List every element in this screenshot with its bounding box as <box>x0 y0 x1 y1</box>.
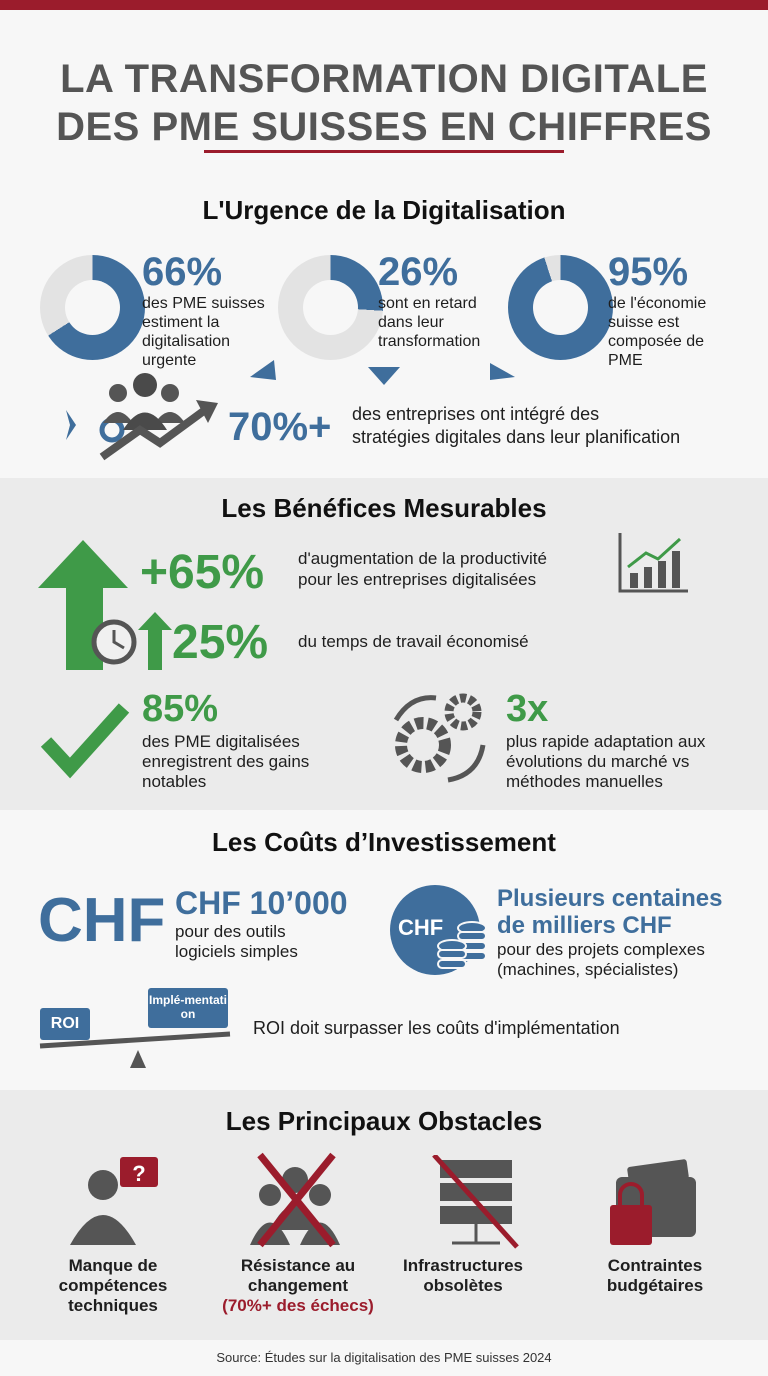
speed-text: plus rapide adaptation aux évolutions du marché vs méthodes manuelles <box>506 732 706 791</box>
stat-value: 95% <box>608 250 689 294</box>
stat-text: de l'économie suisse est composée de PME <box>608 295 707 369</box>
gears-icon <box>388 690 493 785</box>
stat-text: des PME suisses estiment la digitalisation urgente <box>142 295 265 369</box>
time-text: du temps de travail économisé <box>298 632 529 651</box>
costs-heading: Les Coûts d’Investissement <box>212 827 556 857</box>
obstacles-heading: Les Principaux Obstacles <box>225 1106 543 1136</box>
benefits-heading: Les Bénéfices Mesurables <box>221 493 547 523</box>
title-underline <box>204 150 564 153</box>
wallet-lock-icon <box>608 1155 703 1250</box>
roi-text: ROI doit surpasser les coûts d'implémentation <box>253 1018 620 1038</box>
chf-icon: CHF <box>38 886 166 955</box>
complex-cost-text: pour des projets complexes (machines, spécialistes) <box>497 940 705 979</box>
title-line-1: LA TRANSFORMATION DIGITALE <box>60 57 708 101</box>
page-title <box>0 55 768 151</box>
obstacle-label: Manque de compétences techniques <box>58 1256 168 1315</box>
roi-block: ROI <box>40 1008 90 1040</box>
obstacle-label-text: Résistance au changement <box>240 1256 356 1295</box>
donut-chart-26 <box>278 255 383 360</box>
title-line-2: DES PME SUISSES EN CHIFFRES <box>56 105 712 149</box>
obstacle-label: Infrastructures obsolètes <box>403 1256 523 1295</box>
stat-value: 66% <box>142 250 223 294</box>
coin-label: CHF <box>398 915 444 940</box>
urgency-heading: L'Urgence de la Digitalisation <box>202 195 566 225</box>
stat-value: 26% <box>378 250 459 294</box>
svg-text:?: ? <box>132 1161 146 1186</box>
server-crossed-icon <box>432 1155 522 1250</box>
complex-cost-value: Plusieurs centaines de milliers CHF <box>497 885 723 939</box>
highlight-text <box>352 403 680 449</box>
speed-value: 3x <box>506 688 549 730</box>
top-accent-bar <box>0 0 768 10</box>
checkmark-icon <box>40 700 130 780</box>
productivity-line: pour les entreprises digitalisées <box>298 570 537 589</box>
implementation-block: Implé-mentation <box>148 988 228 1028</box>
gains-value: 85% <box>142 688 219 730</box>
group-crossed-icon <box>245 1150 345 1250</box>
obstacle-label: Contraintes budgétaires <box>606 1256 704 1295</box>
obstacle-label <box>203 1256 393 1316</box>
coin-stack-icon <box>430 918 490 978</box>
productivity-value: +65% <box>140 546 265 599</box>
clock-arrow-icon <box>90 612 175 670</box>
stat-text: sont en retard dans leur transformation <box>378 295 481 350</box>
highlight-value: 70%+ <box>228 405 332 449</box>
simple-cost-value: CHF 10’000 <box>175 885 348 921</box>
source-note: Source: Études sur la digitalisation des PME suisses 2024 <box>216 1350 552 1365</box>
highlight-line: stratégies digitales dans leur planification <box>352 427 681 447</box>
donut-chart-66 <box>40 255 145 360</box>
productivity-line: d'augmentation de la productivité <box>298 549 547 568</box>
growth-chart-icon <box>618 533 690 595</box>
gains-text: des PME digitalisées enregistrent des gains notables <box>142 732 310 791</box>
highlight-line: des entreprises ont intégré des <box>352 404 600 424</box>
productivity-text <box>298 548 547 590</box>
person-question-icon <box>65 1155 165 1250</box>
simple-cost-text: pour des outils logiciels simples <box>175 922 298 961</box>
time-value: 25% <box>172 616 269 669</box>
obstacle-note: (70%+ des échecs) <box>222 1296 374 1315</box>
donut-chart-95 <box>508 255 613 360</box>
